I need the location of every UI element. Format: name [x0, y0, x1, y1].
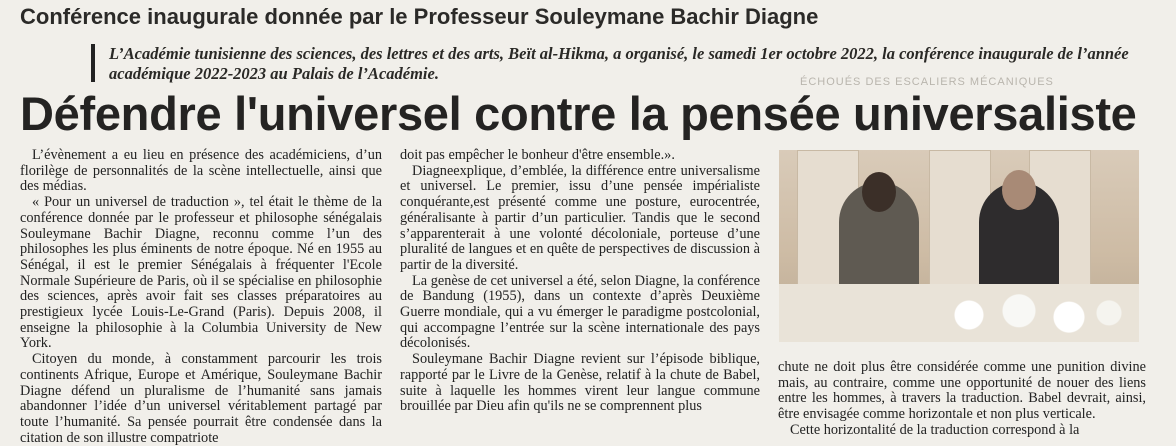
speaker-head — [862, 172, 896, 212]
article-kicker: Conférence inaugurale donnée par le Professeur Souleymane Bachir Diagne — [20, 4, 819, 29]
article-headline: Défendre l'universel contre la pensée universaliste — [20, 87, 1137, 140]
column-2 — [400, 148, 760, 415]
col3-paragraph: chute ne doit plus être considérée comme une punition divine mais, au contraire, comme une opportunité de nouer des liens entre les hommes, à travers la traduction. Babel devrait, ainsi, être envisagée comme horizontale et non plus verticale. — [778, 359, 1146, 423]
col2-paragraph: Diagneexplique, d’emblée, la différence entre universalisme et universel. Le premier, issu d’une pensée impérialiste conquérante,est présenté comme une posture, eurocentrée, généralisante à partir d’un particulier. Tandis que le second s’apparenterait à une volonté décoloniale, porteuse d’une pluralité de langues et en quête de perspectives de discussion à partir de la diversité. — [400, 162, 760, 273]
article-lede: L’Académie tunisienne des sciences, des lettres et des arts, Beït al-Hikma, a organisé, le samedi 1er octobre 2022, la conférence inaugurale de l’année académique 2022-2023 au Palais de l’Académie. — [109, 44, 1129, 83]
host-head — [1002, 170, 1036, 210]
col1-paragraph: Citoyen du monde, à constamment parcourir les trois continents Afrique, Europe et Amérique, Souleymane Bachir Diagne défend un pluralisme de l’humanité sans jamais abandonner l’idée d’un universel véritablement partagé par toute l’humanité. Sa pensée pourrait être condensée dans la citation de son illustre compatriote — [20, 351, 382, 446]
column-1 — [20, 148, 382, 446]
col1-paragraph: « Pour un universel de traduction », tel était le thème de la conférence donnée par le professeur et philosophe sénégalais Souleymane Bachir Diagne, reconnu comme l’un des philosophes les plus éminents de notre époque. Né en 1955 au Sénégal, il est le premier Sénégalais à fréquenter l'Ecole Normale Supérieure de Paris, où il se spécialise en philosophie des sciences, après avoir fait ses classes préparatoires au prestigieux lycée Louis-Le-Grand (Paris). Depuis 2008, il enseigne la philosophie à la Columbia University de New York. — [20, 194, 382, 352]
col1-paragraph: L’évènement a eu lieu en présence des académiciens, d’un florilège de personnalités de la scène intellectuelle, ainsi que des médias. — [20, 147, 382, 195]
article-photo — [779, 150, 1139, 342]
background-overprint: ÉCHOUÉS DES ESCALIERS MÉCANIQUES — [800, 76, 1054, 88]
col3-paragraph: Cette horizontalité de la traduction correspond à la — [790, 421, 1080, 438]
column-3 — [778, 360, 1146, 439]
col2-paragraph: doit pas empêcher le bonheur d'être ensemble.». — [400, 147, 675, 163]
flower-arrangement — [929, 294, 1129, 336]
col2-paragraph: Souleymane Bachir Diagne revient sur l’épisode biblique, rapporté par le Livre de la Genèse, relatif à la chute de Babel, suite à laquelle les hommes virent leur langue commune brouillée par Dieu afin qu'ils ne se comprennent plus — [400, 351, 760, 415]
col2-paragraph: La genèse de cet universel a été, selon Diagne, la conférence de Bandung (1955), dans un contexte d’après Deuxième Guerre mondiale, qui a vu émerger le paradigme postcolonial, qui accompagne l’entrée sur la scène internationale des pays décolonisés. — [400, 272, 760, 352]
